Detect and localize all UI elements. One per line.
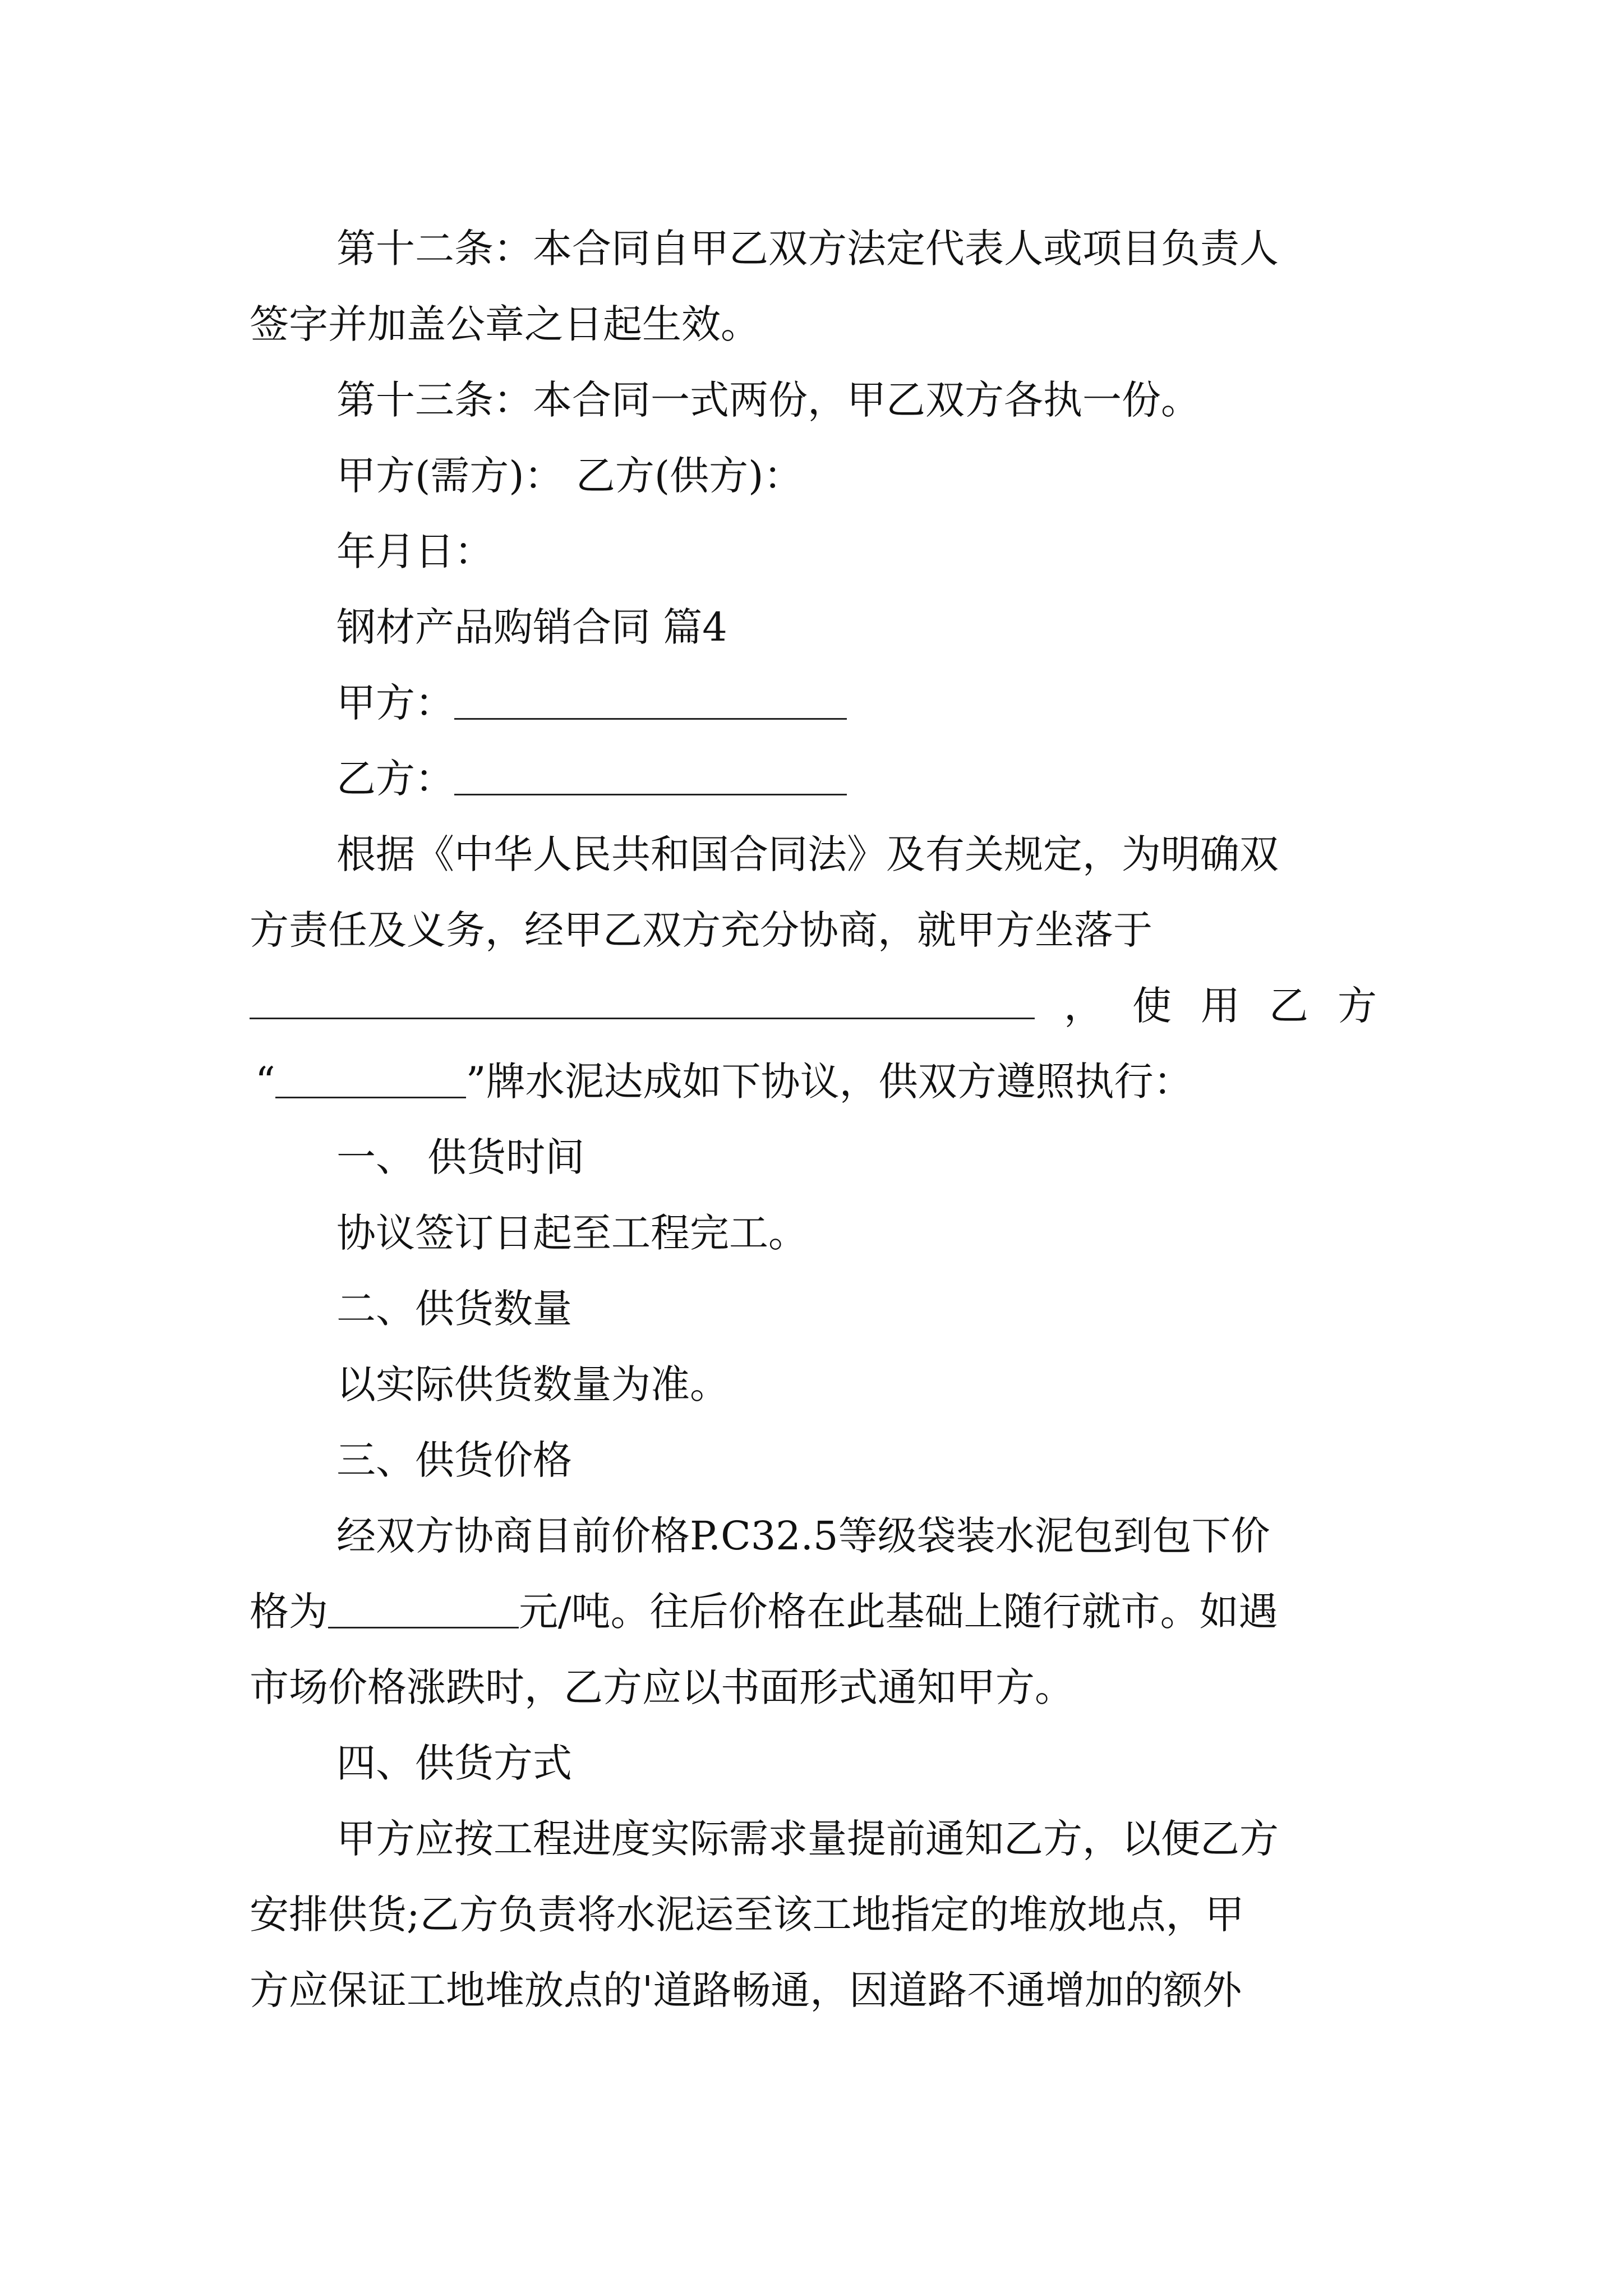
supply-price-line-2 bbox=[250, 1585, 1278, 1639]
party-b-label: 乙方： bbox=[336, 756, 454, 802]
party-a-blank bbox=[454, 684, 847, 720]
supply-method-line-2: 安排供货;乙方负责将水泥运至该工地指定的堆放地点，甲 bbox=[250, 1892, 1244, 1938]
heading-supply-method: 四、供货方式 bbox=[336, 1740, 572, 1786]
supply-price-line-1: 经双方协商目前价格P.C32.5等级袋装水泥包到包下价 bbox=[336, 1513, 1270, 1559]
article-13: 第十三条：本合同一式两份，甲乙双方各执一份。 bbox=[336, 377, 1200, 423]
intro-word-4: 方 bbox=[1338, 983, 1377, 1029]
intro-word-2: 用 bbox=[1201, 983, 1240, 1029]
brand-rest: ”牌水泥达成如下协议，供双方遵照执行： bbox=[465, 1059, 1193, 1105]
section-title: 钢材产品购销合同 篇4 bbox=[336, 604, 727, 650]
brand-blank bbox=[275, 1063, 466, 1098]
heading-supply-quantity: 二、供货数量 bbox=[336, 1286, 572, 1332]
intro-line-4 bbox=[255, 1055, 1193, 1108]
location-blank bbox=[250, 984, 1035, 1019]
intro-line-1: 根据《中华人民共和国合同法》及有关规定，为明确双 bbox=[336, 831, 1279, 877]
signature-line: 甲方(需方)： 乙方(供方)： bbox=[336, 453, 803, 499]
price-blank bbox=[328, 1593, 519, 1628]
article-12-line-2: 签字并加盖公章之日起生效。 bbox=[250, 301, 760, 347]
intro-line-2: 方责任及义务，经甲乙双方充分协商，就甲方坐落于 bbox=[250, 907, 1152, 953]
party-b-blank bbox=[454, 760, 847, 795]
price-prefix: 格为 bbox=[250, 1589, 328, 1635]
heading-supply-price: 三、供货价格 bbox=[336, 1437, 572, 1483]
supply-method-line-3: 方应保证工地堆放点的'道路畅通，因道路不通增加的额外 bbox=[250, 1967, 1242, 2013]
supply-method-line-1: 甲方应按工程进度实际需求量提前通知乙方，以便乙方 bbox=[336, 1816, 1279, 1862]
intro-comma: ， bbox=[1064, 983, 1103, 1029]
intro-word-3: 乙 bbox=[1269, 983, 1308, 1029]
supply-time-text: 协议签订日起至工程完工。 bbox=[336, 1210, 808, 1256]
supply-quantity-text: 以实际供货数量为准。 bbox=[336, 1361, 729, 1407]
brand-open-quote: “ bbox=[255, 1059, 275, 1105]
date-line: 年月日： bbox=[336, 528, 494, 574]
intro-line-3 bbox=[250, 979, 1377, 1033]
party-a-label: 甲方： bbox=[336, 680, 454, 726]
price-suffix: 元/吨。往后价格在此基础上随行就市。如遇 bbox=[519, 1589, 1278, 1635]
party-b-line bbox=[336, 752, 847, 806]
article-12-line-1: 第十二条：本合同自甲乙双方法定代表人或项目负责人 bbox=[336, 226, 1279, 272]
supply-price-line-3: 市场价格涨跌时，乙方应以书面形式通知甲方。 bbox=[250, 1664, 1074, 1710]
heading-supply-time: 一、 供货时间 bbox=[336, 1134, 585, 1180]
party-a-line bbox=[336, 676, 847, 730]
intro-word-1: 使 bbox=[1132, 983, 1172, 1029]
